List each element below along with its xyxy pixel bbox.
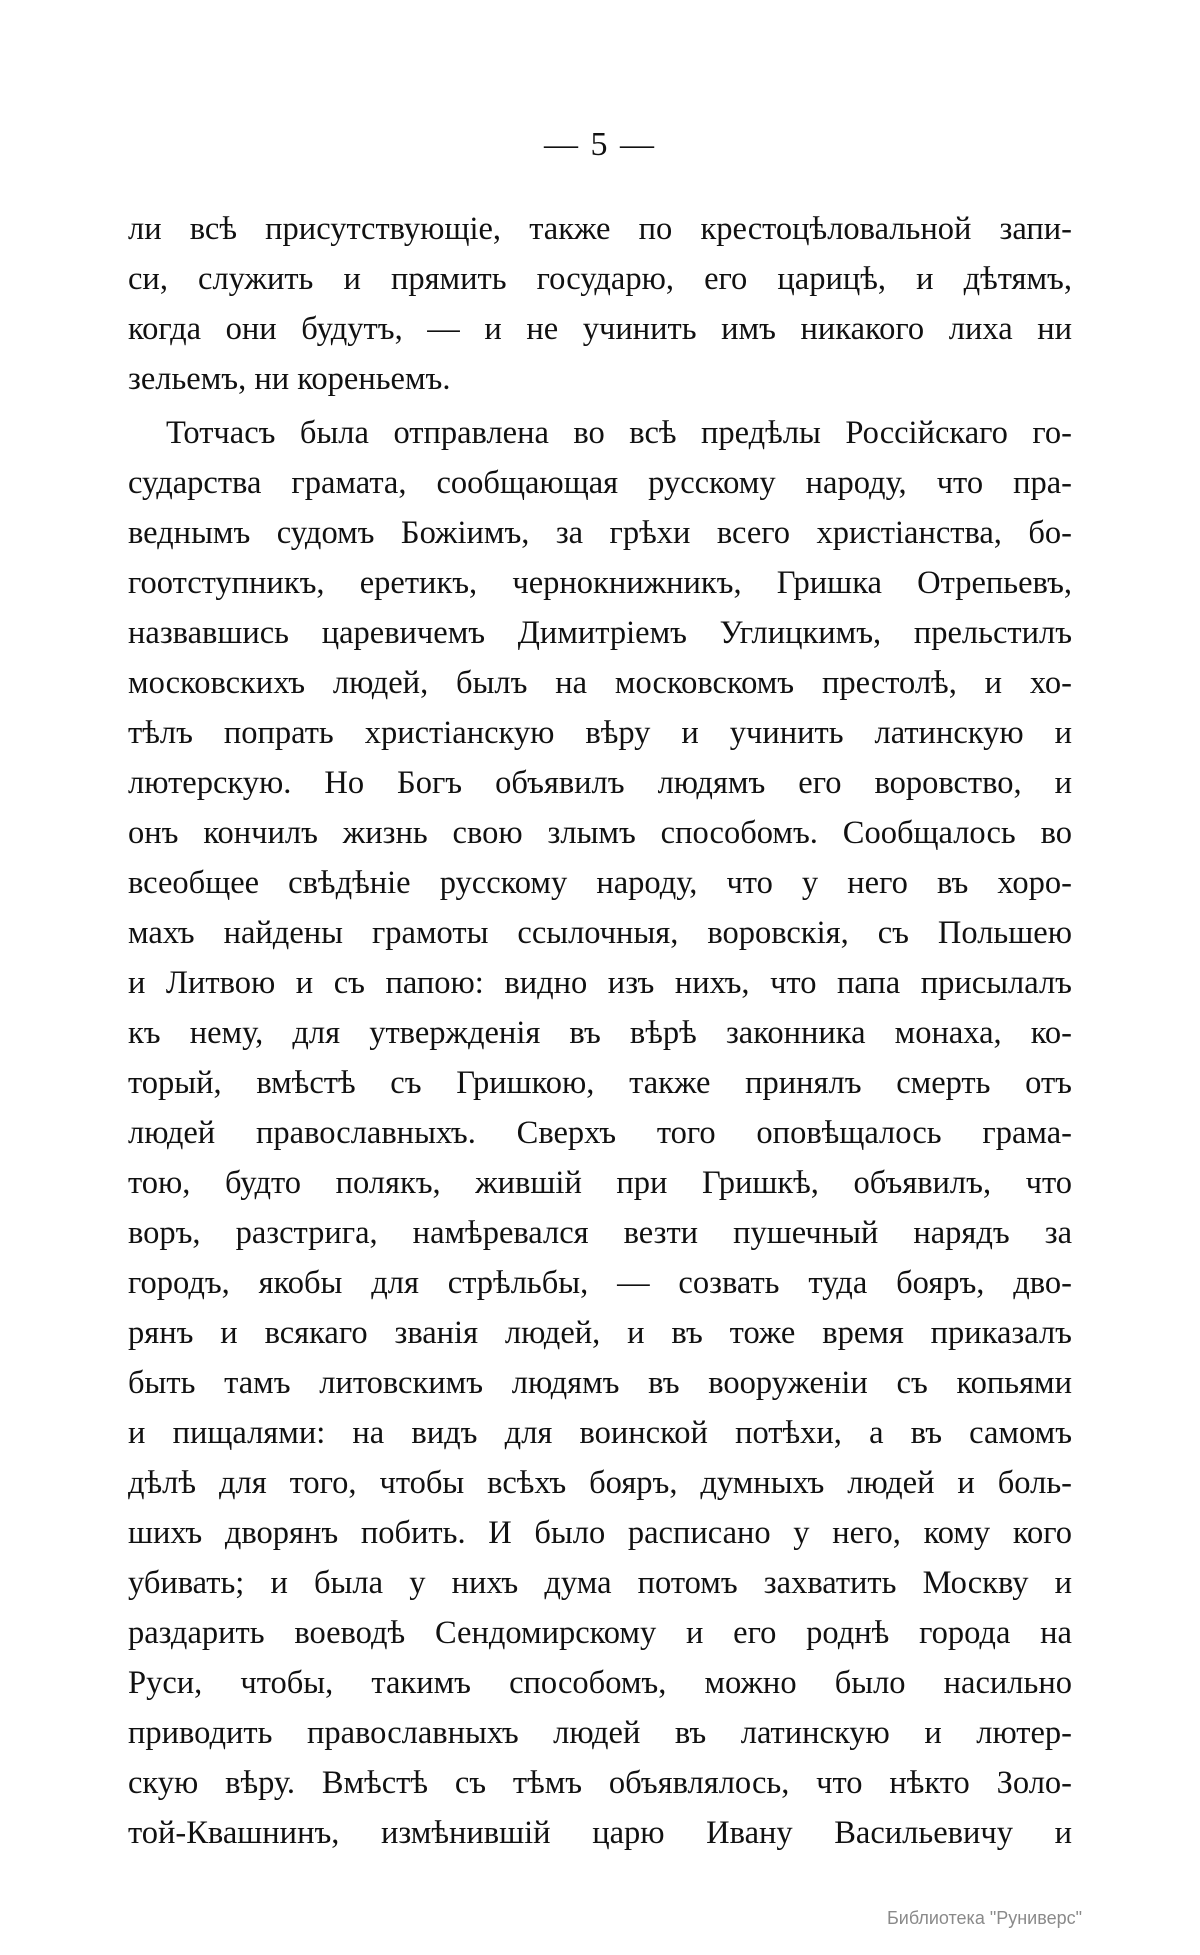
text-line: быть тамъ литовскимъ людямъ въ вооруженіи съ копьями: [128, 1365, 1072, 1401]
text-line: ли всѣ присутствующіе, также по крестоцѣловальной запи-: [128, 211, 1072, 247]
text-line: и Литвою и съ папою: видно изъ нихъ, что папа присылалъ: [128, 965, 1072, 1001]
text-line: веднымъ судомъ Божіимъ, за грѣхи всего христіанства, бо-: [128, 515, 1072, 551]
text-line: убивать; и была у нихъ дума потомъ захватить Москву и: [128, 1565, 1072, 1601]
text-line: когда они будутъ, — и не учинить имъ никакого лиха ни: [128, 311, 1072, 347]
text-line: людей православныхъ. Сверхъ того оповѣщалось грама-: [128, 1115, 1072, 1151]
text-line: сударства грамата, сообщающая русскому народу, что пра-: [128, 465, 1072, 501]
text-line: приводить православныхъ людей въ латинскую и лютер-: [128, 1715, 1072, 1751]
text-line: назвавшись царевичемъ Димитріемъ Углицкимъ, прельстилъ: [128, 615, 1072, 651]
text-line: шихъ дворянъ побить. И было расписано у него, кому кого: [128, 1515, 1072, 1551]
text-line: къ нему, для утвержденія въ вѣрѣ законника монаха, ко-: [128, 1015, 1072, 1051]
text-line: раздарить воеводѣ Сендомирскому и его роднѣ города на: [128, 1615, 1072, 1651]
text-line: городъ, якобы для стрѣльбы, — созвать туда бояръ, дво-: [128, 1265, 1072, 1301]
text-line: махъ найдены грамоты ссылочныя, воровскія, съ Польшею: [128, 915, 1072, 951]
text-line: тою, будто полякъ, жившій при Гришкѣ, объявилъ, что: [128, 1165, 1072, 1201]
text-line: си, служить и прямить государю, его царицѣ, и дѣтямъ,: [128, 261, 1072, 297]
paragraph-1: [128, 204, 1072, 404]
text-line: тѣлъ попрать христіанскую вѣру и учинить латинскую и: [128, 715, 1072, 751]
text-line: рянъ и всякаго званія людей, и въ тоже время приказалъ: [128, 1315, 1072, 1351]
library-watermark: Библиотека "Руниверс": [886, 1908, 1082, 1928]
text-line: Тотчасъ была отправлена во всѣ предѣлы Россійскаго го-: [166, 415, 1072, 451]
text-line: онъ кончилъ жизнь свою злымъ способомъ. Сообщалось во: [128, 815, 1072, 851]
text-line: всеобщее свѣдѣніе русскому народу, что у него въ хоро-: [128, 865, 1072, 901]
text-line: лютерскую. Но Богъ объявилъ людямъ его воровство, и: [128, 765, 1072, 801]
page-number: — 5 —: [544, 126, 656, 163]
text-line: скую вѣру. Вмѣстѣ съ тѣмъ объявлялось, что нѣкто Золо-: [128, 1765, 1072, 1801]
text-line: торый, вмѣстѣ съ Гришкою, также принялъ смерть отъ: [128, 1065, 1072, 1101]
text-line: московскихъ людей, былъ на московскомъ престолѣ, и хо-: [128, 665, 1072, 701]
page-body: [128, 204, 1072, 1858]
text-line: той-Квашнинъ, измѣнившій царю Ивану Васильевичу и: [128, 1815, 1072, 1851]
text-line: зельемъ, ни кореньемъ.: [128, 361, 451, 397]
text-line: воръ, разстрига, намѣревался везти пушечный нарядъ за: [128, 1215, 1072, 1251]
text-line: дѣлѣ для того, чтобы всѣхъ бояръ, думныхъ людей и боль-: [128, 1465, 1072, 1501]
text-line: и пищалями: на видъ для воинской потѣхи, а въ самомъ: [128, 1415, 1072, 1451]
text-line: гоотступникъ, еретикъ, чернокнижникъ, Гришка Отрепьевъ,: [128, 565, 1072, 601]
text-line: Руси, чтобы, такимъ способомъ, можно было насильно: [128, 1665, 1072, 1701]
paragraph-2: [128, 408, 1072, 1858]
